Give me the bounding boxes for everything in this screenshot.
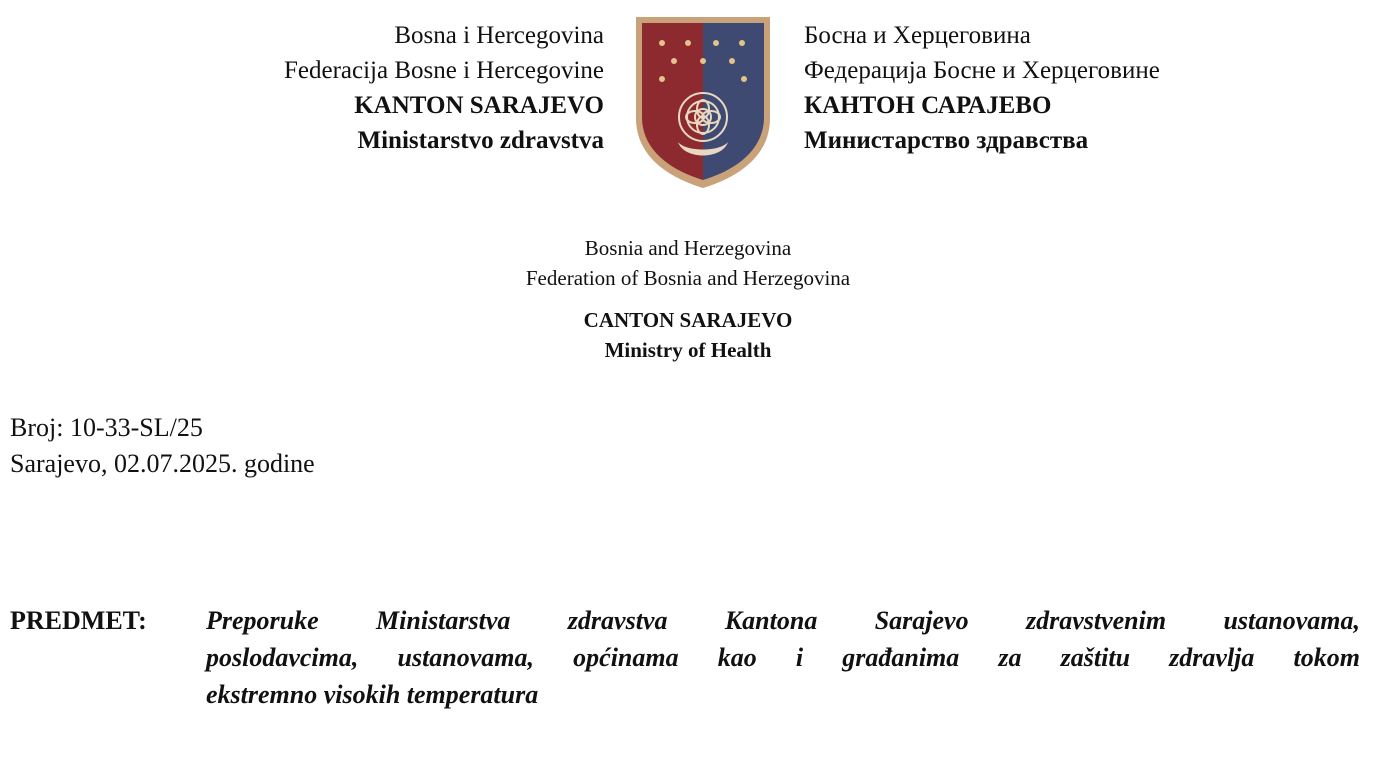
header-english-institution [0,305,1376,365]
ministry-name-latin: Ministarstvo zdravstva [357,127,604,154]
header-latin [284,18,604,158]
country-name-english: Bosnia and Herzegovina [584,236,792,260]
federation-name-cyrillic: Федерација Босне и Херцеговине [804,57,1160,84]
subject-text [206,602,1360,713]
subject-line-1: Preporuke Ministarstva zdravstva Kantona Sarajevo zdravstvenim ustanovama, [206,606,1360,635]
header-cyrillic [804,18,1160,158]
country-name-latin: Bosna i Hercegovina [394,22,604,49]
ministry-name-english: Ministry of Health [604,338,772,362]
canton-name-cyrillic: КАНТОН САРАЈЕВО [804,92,1052,119]
country-name-cyrillic: Босна и Херцеговина [804,22,1031,49]
federation-name-english: Federation of Bosnia and Herzegovina [525,266,851,290]
subject-line-2: poslodavcima, ustanovama, općinama kao i građanima za zaštitu zdravlja tokom [206,643,1360,672]
ministry-name-cyrillic: Министарство здравства [804,127,1089,154]
federation-name-latin: Federacija Bosne i Hercegovine [283,57,604,84]
canton-name-english: CANTON SARAJEVO [583,308,793,332]
place-and-date: Sarajevo, 02.07.2025. godine [10,449,315,478]
subject-line-3: ekstremno visokih temperatura [206,680,539,709]
header-english [0,233,1376,293]
canton-name-latin: KANTON SARAJEVO [354,92,604,119]
reference-number: Broj: 10-33-SL/25 [10,413,203,442]
document-reference [10,410,315,482]
canton-sarajevo-coat-of-arms-icon [632,14,774,190]
subject-label: PREDMET: [10,606,147,635]
